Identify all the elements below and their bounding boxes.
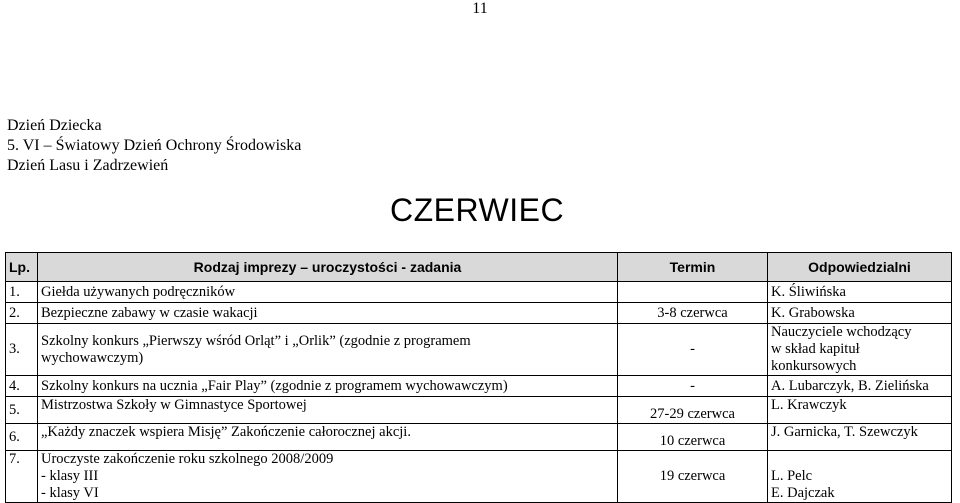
- row-number: 5.: [6, 397, 38, 424]
- event-line: Uroczyste zakończenie roku szkolnego 2008/2009: [41, 451, 334, 467]
- schedule-table: [5, 252, 952, 503]
- responsible-cell: K. Grabowska: [768, 303, 952, 324]
- row-number: 7.: [6, 451, 38, 503]
- row-number: 4.: [6, 376, 38, 397]
- header-term: Termin: [618, 253, 768, 282]
- table-row: [6, 451, 952, 503]
- table-row: [6, 324, 952, 376]
- event-cell: [38, 324, 618, 376]
- responsible-cell: [768, 324, 952, 376]
- row-number: 2.: [6, 303, 38, 324]
- row-number: 6.: [6, 424, 38, 451]
- row-number: 3.: [6, 324, 38, 376]
- event-line: Dzień Dziecka: [7, 117, 102, 134]
- responsible-cell: L. Krawczyk: [768, 397, 952, 424]
- responsible-line: Nauczyciele wchodzący: [771, 324, 912, 340]
- event-line: - klasy III: [41, 468, 99, 484]
- table-row: [6, 282, 952, 303]
- header-event: Rodzaj imprezy – uroczystości - zadania: [38, 253, 618, 282]
- responsible-cell: J. Garnicka, T. Szewczyk: [768, 424, 952, 451]
- event-cell: [38, 451, 618, 503]
- page-number: 11: [472, 0, 488, 17]
- table-header-row: [6, 253, 952, 282]
- responsible-cell: A. Lubarczyk, B. Zielińska: [768, 376, 952, 397]
- term-cell: 19 czerwca: [618, 451, 768, 503]
- term-cell: 27-29 czerwca: [618, 397, 768, 424]
- responsible-line: L. Pelc: [771, 468, 813, 484]
- event-line: Dzień Lasu i Zadrzewień: [7, 157, 169, 174]
- event-line: - klasy VI: [41, 485, 99, 501]
- event-cell: Szkolny konkurs na ucznia „Fair Play” (zgodnie z programem wychowawczym): [38, 376, 618, 397]
- term-cell: 10 czerwca: [618, 424, 768, 451]
- event-cell: Bezpieczne zabawy w czasie wakacji: [38, 303, 618, 324]
- responsible-cell: [768, 451, 952, 503]
- term-cell: 3-8 czerwca: [618, 303, 768, 324]
- table-row: [6, 397, 952, 424]
- table-row: [6, 303, 952, 324]
- table-row: [6, 424, 952, 451]
- event-line: 5. VI – Światowy Dzień Ochrony Środowiska: [7, 137, 302, 154]
- table-row: [6, 376, 952, 397]
- event-cell: Mistrzostwa Szkoły w Gimnastyce Sportowej: [38, 397, 618, 424]
- previous-month-tail: [7, 116, 301, 176]
- term-cell: -: [618, 376, 768, 397]
- event-cell: Giełda używanych podręczników: [38, 282, 618, 303]
- row-number: 1.: [6, 282, 38, 303]
- term-cell: -: [618, 324, 768, 376]
- header-lp: Lp.: [6, 253, 38, 282]
- responsible-line: E. Dajczak: [771, 485, 835, 501]
- responsible-line: [771, 451, 948, 468]
- event-cell: „Każdy znaczek wspiera Misję” Zakończenie całorocznej akcji.: [38, 424, 618, 451]
- event-line: Szkolny konkurs „Pierwszy wśród Orląt” i „Orlik” (zgodnie z programem: [41, 332, 471, 349]
- responsible-line: w skład kapituł konkursowych: [771, 341, 860, 374]
- responsible-cell: K. Śliwińska: [768, 282, 952, 303]
- term-cell: [618, 282, 768, 303]
- header-responsible: Odpowiedzialni: [768, 253, 952, 282]
- event-line: wychowawczym): [41, 349, 144, 366]
- month-title: CZERWIEC: [390, 192, 565, 228]
